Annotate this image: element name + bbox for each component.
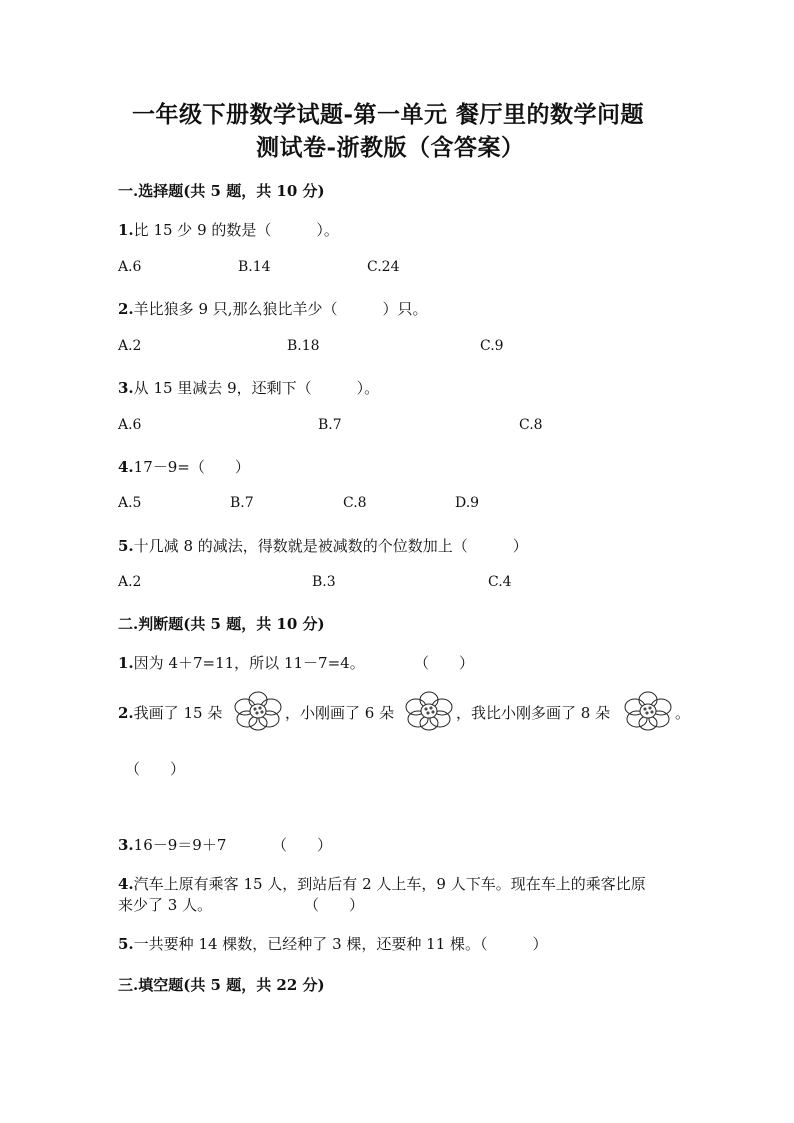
option-d: D.9 bbox=[455, 495, 480, 511]
choice-question-2 bbox=[118, 298, 428, 319]
question-number: 2. bbox=[118, 300, 134, 318]
question-number: 2. bbox=[118, 704, 134, 722]
section-judge-heading: 二.判断题(共 5 题，共 10 分) bbox=[118, 615, 325, 633]
option-a: A.6 bbox=[118, 417, 142, 433]
judge-question-2 bbox=[118, 702, 222, 723]
question-text: 十几减 8 的减法，得数就是被减数的个位数加上（ ） bbox=[133, 537, 528, 555]
judge-question-4 bbox=[118, 873, 646, 894]
question-number: 4. bbox=[118, 875, 134, 893]
option-b: B.7 bbox=[230, 495, 254, 511]
question-text-part3: ，我比小刚多画了 8 朵 bbox=[456, 704, 611, 722]
option-c: C.8 bbox=[519, 417, 543, 433]
option-a: A.2 bbox=[118, 338, 142, 354]
question-text: 一共要种 14 棵数，已经种了 3 棵，还要种 11 棵。（ ） bbox=[133, 935, 548, 953]
choice-question-1 bbox=[118, 219, 339, 240]
answer-paren: （ ） bbox=[414, 654, 475, 672]
question-number: 1. bbox=[118, 221, 134, 239]
question-text: 比 15 少 9 的数是（ ）。 bbox=[133, 221, 339, 239]
question-text: 羊比狼多 9 只,那么狼比羊少（ ）只。 bbox=[133, 300, 428, 318]
option-b: B.18 bbox=[287, 338, 320, 354]
option-c: C.8 bbox=[343, 495, 367, 511]
question-text-line1: 汽车上原有乘客 15 人，到站后有 2 人上车，9 人下车。现在车上的乘客比原 bbox=[133, 875, 646, 893]
question-text-line2: 来少了 3 人。 bbox=[118, 896, 213, 914]
question-text: 16－9＝9＋7 bbox=[133, 836, 227, 854]
page-subtitle: 测试卷-浙教版（含答案） bbox=[256, 134, 525, 161]
option-c: C.4 bbox=[488, 574, 512, 590]
answer-paren: （ ） bbox=[304, 896, 365, 914]
judge-question-5 bbox=[118, 933, 548, 954]
question-number: 3. bbox=[118, 379, 134, 397]
option-a: A.6 bbox=[118, 259, 142, 275]
choice-question-3 bbox=[118, 377, 379, 398]
option-b: B.14 bbox=[238, 259, 271, 275]
option-c: C.9 bbox=[480, 338, 504, 354]
option-b: B.3 bbox=[312, 574, 336, 590]
option-b: B.7 bbox=[318, 417, 342, 433]
flower-icon bbox=[404, 690, 454, 732]
flower-icon bbox=[623, 690, 673, 732]
question-number: 4. bbox=[118, 458, 134, 476]
option-a: A.2 bbox=[118, 574, 142, 590]
judge-question-1 bbox=[118, 652, 365, 673]
option-c: C.24 bbox=[367, 259, 400, 275]
question-text: 从 15 里减去 9，还剩下（ ）。 bbox=[133, 379, 380, 397]
section-choice-heading: 一.选择题(共 5 题，共 10 分) bbox=[118, 182, 325, 200]
question-text: 因为 4＋7=11，所以 11－7=4。 bbox=[133, 654, 365, 672]
page-title: 一年级下册数学试题-第一单元 餐厅里的数学问题 bbox=[132, 101, 645, 128]
flower-icon bbox=[233, 690, 283, 732]
choice-question-5 bbox=[118, 535, 528, 556]
question-text: 17－9=（ ） bbox=[133, 458, 250, 476]
answer-paren: （ ） bbox=[272, 836, 333, 854]
question-text-part4: 。 bbox=[675, 704, 691, 722]
option-a: A.5 bbox=[118, 495, 142, 511]
answer-paren: （ ） bbox=[125, 760, 186, 778]
question-number: 1. bbox=[118, 654, 134, 672]
question-text-part1: 我画了 15 朵 bbox=[133, 704, 223, 722]
question-text-part2: ，小刚画了 6 朵 bbox=[285, 704, 395, 722]
choice-question-4 bbox=[118, 456, 250, 477]
judge-question-3 bbox=[118, 834, 226, 855]
section-fill-heading: 三.填空题(共 5 题，共 22 分) bbox=[118, 976, 325, 994]
question-number: 3. bbox=[118, 836, 134, 854]
question-number: 5. bbox=[118, 537, 134, 555]
question-number: 5. bbox=[118, 935, 134, 953]
